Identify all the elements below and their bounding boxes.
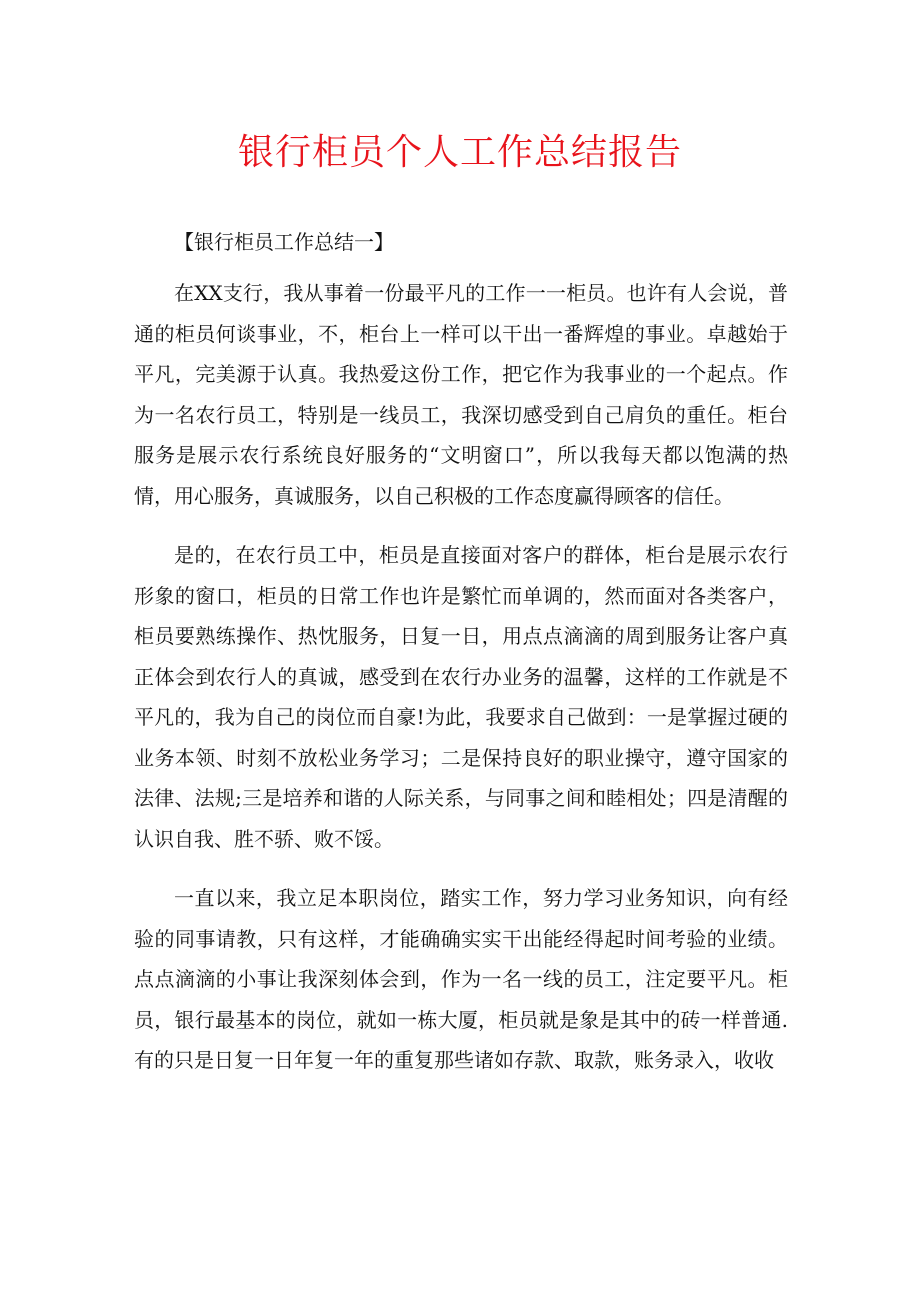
section-heading: 【银行柜员工作总结一】	[174, 230, 394, 254]
paragraph-3: 一直以来，我立足本职岗位，踏实工作，努力学习业务知识，向有经验的同事请教，只有这样，才能确确实实干出能经得起时间考验的业绩。点点滴滴的小事让我深刻体会到，作为一名一线的员工，注定要平凡。柜员，银行最基本的岗位，就如一栋大厦，柜员就是象是其中的砖一样普通.有的只是日复一日年复一年的重复那些诸如存款、取款，账务录入，收收	[134, 886, 788, 1072]
document-body	[134, 225, 788, 1081]
paragraph-2: 是的，在农行员工中，柜员是直接面对客户的群体，柜台是展示农行形象的窗口，柜员的日常工作也许是繁忙而单调的，然而面对各类客户，柜员要熟练操作、热忱服务，日复一日，用点点滴滴的周到服务让客户真正体会到农行人的真诚，感受到在农行办业务的温馨，这样的工作就是不平凡的，我为自己的岗位而自豪!为此，我要求自己做到：一是掌握过硬的业务本领、时刻不放松业务学习；二是保持良好的职业操守，遵守国家的法律、法规;三是培养和谐的人际关系，与同事之间和睦相处；四是清醒的认识自我、胜不骄、败不馁。	[134, 543, 788, 851]
document-title: 银行柜员个人工作总结报告	[237, 132, 682, 173]
paragraph-1: 在XX支行，我从事着一份最平凡的工作一一柜员。也许有人会说，普通的柜员何谈事业，不，柜台上一样可以干出一番辉煌的事业。卓越始于平凡，完美源于认真。我热爱这份工作，把它作为我事业的一个起点。作为一名农行员工，特别是一线员工，我深切感受到自己肩负的重任。柜台服务是展示农行系统良好服务的“文明窗口”，所以我每天都以饱满的热情，用心服务，真诚服务，以自己积极的工作态度赢得顾客的信任。	[134, 281, 788, 508]
